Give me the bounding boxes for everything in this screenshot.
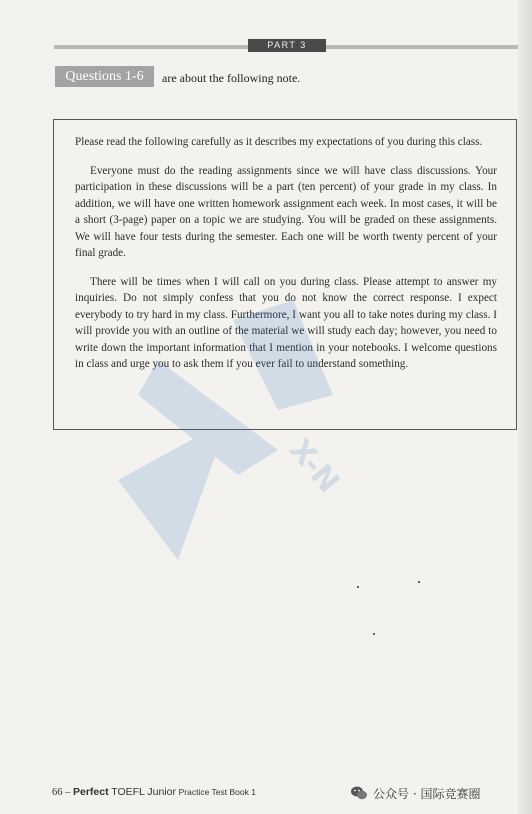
footer-subtitle: Practice Test Book 1 — [178, 787, 256, 797]
questions-badge: Questions 1-6 — [55, 66, 154, 87]
note-box — [53, 119, 517, 430]
wechat-tag — [350, 785, 480, 801]
note-paragraph-participation: There will be times when I will call on you during class. Please attempt to answer my inquiries. Do not simply confess that you do not know the correct response. I expect everybody to try hard in my class. Furthermore, I want you all to take notes during my class. I will provide you with an outline of the material we will study each day; however, you need to write down the important information that I mention in your notebooks. I welcome questions in class and urge you to ask them if you ever fail to understand something. — [75, 275, 497, 370]
note-paragraph-assignments: Everyone must do the reading assignments since we will have class discussions. Your participation in these discussions will be a part (ten percent) of your grade in my class. In addition, we will have one written homework assignment each week. In most cases, it will be a short (3-page) paper on a topic we are studying. You will be graded on these assignments. We will have four tests during the semester. Each one will be worth twenty percent of your final grade. — [75, 164, 497, 259]
page-edge-shadow — [518, 0, 532, 814]
page-footer — [52, 786, 256, 798]
note-paragraph-intro: Please read the following carefully as it describes my expectations of you during this class. — [75, 136, 483, 148]
questions-heading-text: are about the following note. — [162, 71, 301, 85]
print-speck — [373, 633, 375, 635]
footer-dash: – — [65, 787, 71, 798]
part-label: PART 3 — [248, 39, 326, 52]
print-speck — [357, 586, 359, 588]
page-number: 66 — [52, 787, 63, 798]
footer-book-title: TOEFL Junior — [111, 786, 177, 798]
wechat-tag-text: 公众号 · 国际竞赛圈 — [373, 786, 481, 801]
watermark-text: X-N — [281, 432, 347, 500]
print-speck — [418, 581, 420, 583]
wechat-icon — [350, 785, 368, 801]
footer-series: Perfect — [73, 786, 109, 798]
